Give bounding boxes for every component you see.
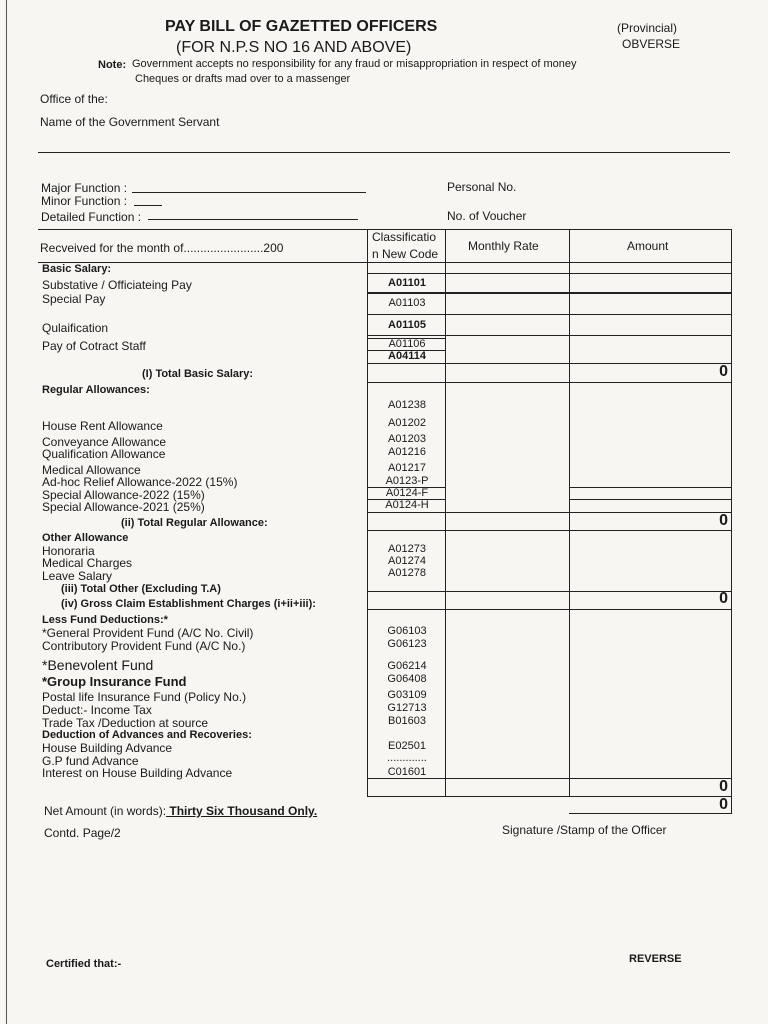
code-A01103: A01103 [388, 297, 426, 309]
voucher-no-label: No. of Voucher [447, 209, 527, 223]
house-rent-label: House Rent Allowance [42, 419, 163, 433]
obverse-label: OBVERSE [622, 37, 681, 51]
code-A01238: A01238 [388, 399, 426, 411]
servant-name-label: Name of the Government Servant [40, 115, 220, 129]
conveyance-label: Conveyance Allowance [42, 435, 167, 449]
major-function-line [132, 192, 366, 193]
code-B01603: B01603 [388, 715, 426, 727]
major-function-label: Major Function : [41, 181, 128, 195]
other-allowance-heading: Other Allowance [42, 532, 129, 544]
trade-tax-label: Trade Tax /Deduction at source [42, 716, 209, 730]
code-A0124-H: A0124-H [385, 499, 429, 511]
code-A01216: A01216 [388, 446, 426, 458]
code-A01105: A01105 [388, 319, 426, 331]
net-amount-words-value: Thirty Six Thousand Only. [166, 804, 318, 818]
cpf-label: Contributory Provident Fund (A/C No.) [42, 639, 246, 653]
honoraria-label: Honoraria [42, 544, 95, 558]
amount-header: Amount [627, 239, 669, 253]
income-tax-label: Deduct:- Income Tax [42, 703, 152, 717]
leave-salary-label: Leave Salary [42, 569, 113, 583]
gross-claim-amount: 0 [719, 590, 728, 607]
special-allowance-2022-label: Special Allowance-2022 (15%) [42, 488, 205, 502]
row-line [367, 778, 731, 779]
monthly-rate-header: Monthly Rate [468, 239, 539, 253]
minor-function-line [134, 205, 162, 206]
net-amount-words [44, 804, 317, 818]
classification-header-1: Classificatio [372, 230, 437, 244]
total-regular-amount: 0 [719, 512, 728, 529]
reverse-label: REVERSE [629, 953, 682, 965]
special-pay-label: Special Pay [42, 292, 106, 306]
contract-staff-label: Pay of Cotract Staff [42, 339, 146, 353]
code-G06408: G06408 [387, 673, 427, 685]
row-line [367, 512, 731, 513]
code-G06103: G06103 [387, 625, 427, 637]
total-regular-label: (ii) Total Regular Allowance: [121, 517, 268, 529]
total-basic-amount: 0 [719, 363, 728, 380]
medical-charges-label: Medical Charges [42, 556, 133, 570]
net-amount-label: Net Amount (in words): [44, 804, 167, 818]
benevolent-fund-label: *Benevolent Fund [42, 657, 154, 673]
regular-allowances-heading: Regular Allowances: [42, 384, 150, 396]
certified-label: Certified that:- [46, 958, 122, 970]
note-text-2: Cheques or drafts mad over to a massenger [135, 73, 351, 85]
code-E02501: E02501 [388, 740, 426, 752]
personal-no-label: Personal No. [447, 180, 517, 194]
group-insurance-label: *Group Insurance Fund [42, 674, 187, 689]
code-A04114: A04114 [388, 350, 426, 362]
interest-hba-label: Interest on House Building Advance [42, 766, 233, 780]
code-A01217: A01217 [388, 462, 426, 474]
medical-allowance-label: Medical Allowance [42, 463, 141, 477]
code-A01273: A01273 [388, 543, 426, 555]
code-A0123-P: A0123-P [385, 475, 429, 487]
contd-page: Contd. Page/2 [44, 826, 121, 840]
code-A01278: A01278 [388, 567, 426, 579]
table-header-line [38, 262, 732, 263]
code-G03109: G03109 [387, 689, 427, 701]
qualification-label: Qulaification [42, 321, 109, 335]
note-label: Note: [98, 59, 127, 71]
form-title: PAY BILL OF GAZETTED OFFICERS [165, 18, 438, 35]
total-basic-label: (I) Total Basic Salary: [142, 368, 254, 380]
row-line [367, 382, 731, 383]
net-amount: 0 [719, 796, 728, 813]
postal-life-label: Postal life Insurance Fund (Policy No.) [42, 690, 247, 704]
gross-claim-label: (iv) Gross Claim Establishment Charges (i+ii+iii): [61, 598, 316, 610]
row-line [367, 293, 731, 294]
provincial-label: (Provincial) [617, 21, 678, 35]
signature-label: Signature /Stamp of the Officer [502, 823, 667, 837]
row-line [569, 487, 731, 488]
minor-function-label: Minor Function : [41, 194, 128, 208]
received-month-label: Recveived for the month of........................200 [40, 241, 284, 255]
gpf-advance-label: G.P fund Advance [42, 754, 139, 768]
code-A01106: A01106 [388, 338, 426, 350]
total-deductions-amount: 0 [719, 778, 728, 795]
row-line [367, 530, 731, 531]
row-line [569, 499, 731, 500]
divider [38, 152, 730, 153]
row-line [569, 813, 731, 814]
less-fund-heading: Less Fund Deductions:* [42, 614, 168, 626]
row-line [367, 591, 731, 592]
adhoc-relief-label: Ad-hoc Relief Allowance-2022 (15%) [42, 475, 238, 489]
substantive-pay-label: Substative / Officiateing Pay [42, 278, 192, 292]
qualification-allowance-label: Qualification Allowance [42, 447, 166, 461]
code-G12713: G12713 [387, 702, 427, 714]
row-line [367, 796, 731, 797]
row-line [367, 363, 731, 364]
hba-label: House Building Advance [42, 741, 173, 755]
deduction-advances-heading: Deduction of Advances and Recoveries: [42, 729, 252, 741]
office-label: Office of the: [40, 92, 108, 106]
detailed-function-line [148, 219, 358, 220]
scan-edge [6, 0, 7, 1024]
code-A01274: A01274 [388, 555, 426, 567]
code-A01203: A01203 [388, 433, 426, 445]
total-other-label: (iii) Total Other (Excluding T.A) [61, 583, 221, 595]
classification-header-2: n New Code [372, 247, 439, 261]
gpf-label: *General Provident Fund (A/C No. Civil) [42, 626, 254, 640]
code-C01601: C01601 [387, 766, 427, 778]
code-G06214: G06214 [387, 660, 427, 672]
detailed-function-label: Detailed Function : [41, 210, 142, 224]
code-A01101: A01101 [388, 277, 426, 289]
code-A01202: A01202 [388, 417, 426, 429]
code-A0124-F: A0124-F [385, 487, 429, 499]
row-line [367, 609, 731, 610]
note-text-1: Government accepts no responsibility for any fraud or misappropriation in respect of money [132, 58, 577, 70]
form-subtitle: (FOR N.P.S NO 16 AND ABOVE) [176, 39, 412, 56]
basic-salary-heading: Basic Salary: [42, 263, 112, 275]
code-dots: ............. [387, 752, 427, 764]
code-G06123: G06123 [387, 638, 427, 650]
special-allowance-2021-label: Special Allowance-2021 (25%) [42, 500, 205, 514]
